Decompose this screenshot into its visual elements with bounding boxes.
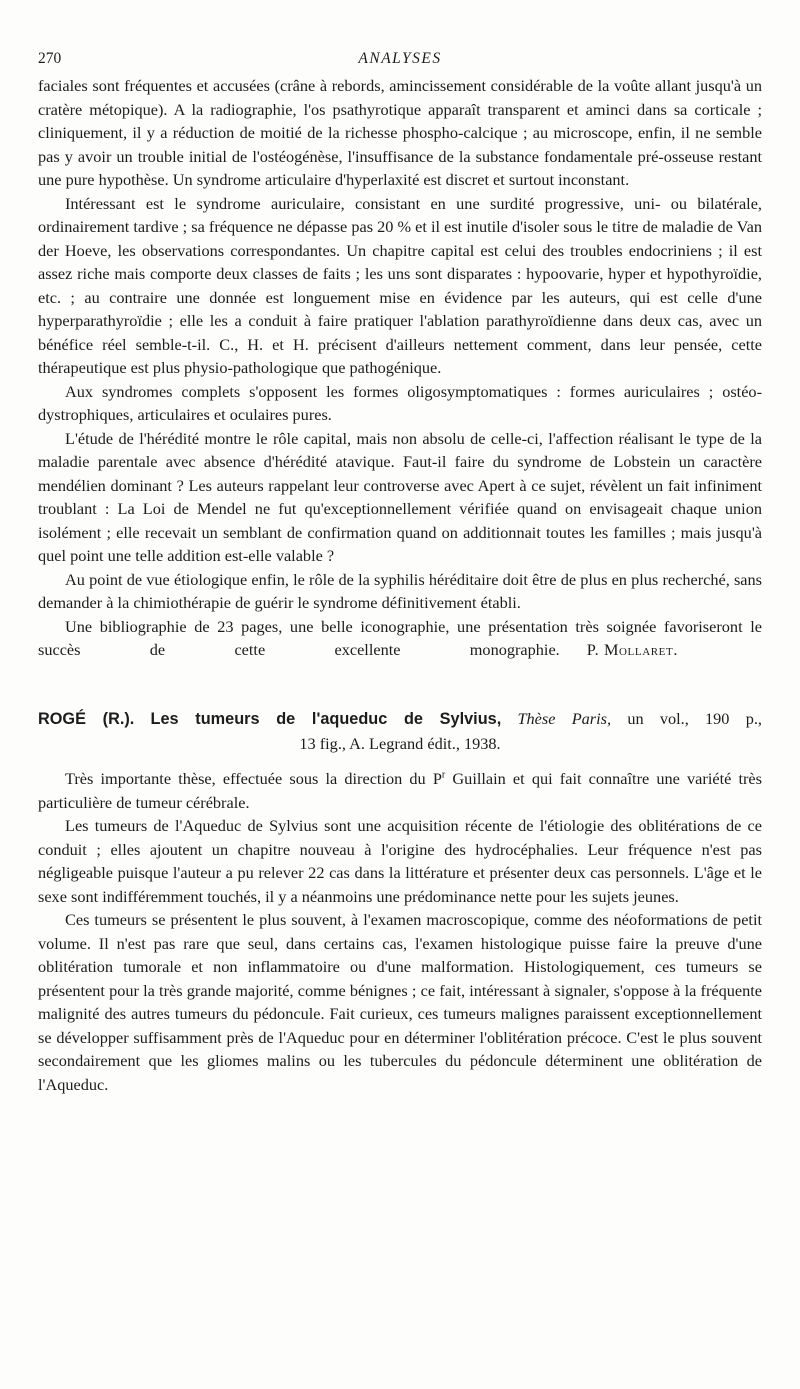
superscript: r [441,769,446,781]
paragraph-text: Guillain et qui fait connaître une variété très particulière de tumeur cérébrale. [38,769,762,812]
paragraph: Au point de vue étiologique enfin, le rôle de la syphilis héréditaire doit être de plus en plus recherché, sans demander à la chimiothérapie de guérir le syndrome définitivement établi. [38,569,762,612]
author-name: ROGÉ (R.). [38,710,135,728]
signature: P. Mollaret. [586,640,678,659]
review-roge [38,767,762,1096]
review-mollaret [38,74,762,685]
paragraph: L'étude de l'hérédité montre le rôle capital, mais non absolu de celle-ci, l'affection réalisant le type de la maladie parentale avec absence d'hérédité atavique. Faut-il faire du syndrome de Lobstein un caractère mendélien dominant ? Les auteurs rappelant leur controverse avec Apert à ce sujet, révèlent un fait infiniment troublant : La Loi de Mendel ne fut qu'exceptionnellement vérifiée quand on envisageait chaque union isolément ; elle recevait un semblant de confirmation quand on additionnait toutes les familles ; mais jusqu'à quel point une telle addition est-elle valable ? [38,428,762,565]
paragraph: Les tumeurs de l'Aqueduc de Sylvius sont une acquisition récente de l'étiologie des oblitérations de ce conduit ; elles ajoutent un chapitre nouveau à l'origine des hydrocéphalies. Leur fréquence n'est pas négligeable puisque l'auteur a pu relever 22 cas dans la littérature et présenter deux cas personnels. L'âge et le sexe sont indifféremment touchés, il y a néanmoins une prédominance nette pour les sujets jeunes. [38,816,762,906]
page-number: 270 [38,50,62,67]
heading-line-1 [38,707,762,732]
paragraph: Ces tumeurs se présentent le plus souvent, à l'examen macroscopique, comme des néoformations de petit volume. Il n'est pas rare que seul, dans certains cas, l'examen histologique puisse faire la preuve d'une oblitération tumorale et non inflammatoire ou d'une malformation. Histologiquement, ces tumeurs se présentent pour la très grande majorité, comme bénignes ; ce fait, intéressant à signaler, s'oppose à la fréquente malignité des autres tumeurs du pédoncule. Fait curieux, ces tumeurs malignes paraissent exceptionnellement se développer suffisamment près de l'Aqueduc pour en déterminer l'oblitération précoce. C'est le plus souvent secondairement que les gliomes malins ou les tubercules du pédoncule déterminent une oblitération de l'Aqueduc. [38,910,762,1094]
paragraph-text: Une bibliographie de 23 pages, une belle iconographie, une présentation très soignée favoriseront le succès de cette excellente monographie. [38,616,762,659]
paragraph: Intéressant est le syndrome auriculaire, consistant en une surdité progressive, uni- ou bilatérale, ordinairement tardive ; sa fréquence ne dépasse pas 20 % et il est inutile d'isoler sous le titre de maladie de Van der Hoeve, les observations correspondantes. Un chapitre capital est celui des troubles endocriniens ; il est assez riche mais comporte deux classes de faits ; les uns sont disparates : hypoovarie, hyper et hypothyroïdie, etc. ; au contraire une donnée est longuement mise en évidence par les auteurs, qui est celle d'une hyperparathyroïdie ; elle les a conduit à faire pratiquer l'ablation parathyroïdienne dans deux cas, avec un bénéfice réel semble-t-il. C., H. et H. précisent d'ailleurs nettement comment, dans leur pensée, cette thérapeutique est plus physio-pathologique que pathogénique. [38,193,762,377]
paragraph-text: Très importante thèse, effectuée sous la direction du P [65,769,442,788]
paragraph [38,767,762,814]
paragraph: faciales sont fréquentes et accusées (crâne à rebords, amincissement considérable de la voûte allant jusqu'à un cratère métopique). A la radiographie, l'os psathyrotique apparaît transparent et aminci dans sa corticale ; cliniquement, il y a réduction de moitié de la richesse phospho-calcique ; au microscope, enfin, il ne semble pas y avoir un trouble initial de l'ostéogénèse, l'insuffisance de la substance fondamentale pré-osseuse restant une pure hypothèse. Un syndrome articulaire d'hyperlaxité est discret et surtout inconstant. [38,76,762,189]
review-heading [38,707,762,755]
publication-details: un vol., 190 p., [627,709,762,728]
paragraph-with-signature [38,615,762,686]
paragraph: Aux syndromes complets s'opposent les formes oligosymptomatiques : formes auriculaires ; ostéo-dystrophiques, articulaires et oculaires pures. [38,381,762,424]
thesis-label: Thèse Paris, [517,709,612,728]
heading-line-2: 13 fig., A. Legrand édit., 1938. [299,733,501,753]
page-header [38,40,762,74]
book-title: Les tumeurs de l'aqueduc de Sylvius, [150,710,502,728]
journal-page [38,40,762,1096]
running-title: ANALYSES [358,50,442,67]
